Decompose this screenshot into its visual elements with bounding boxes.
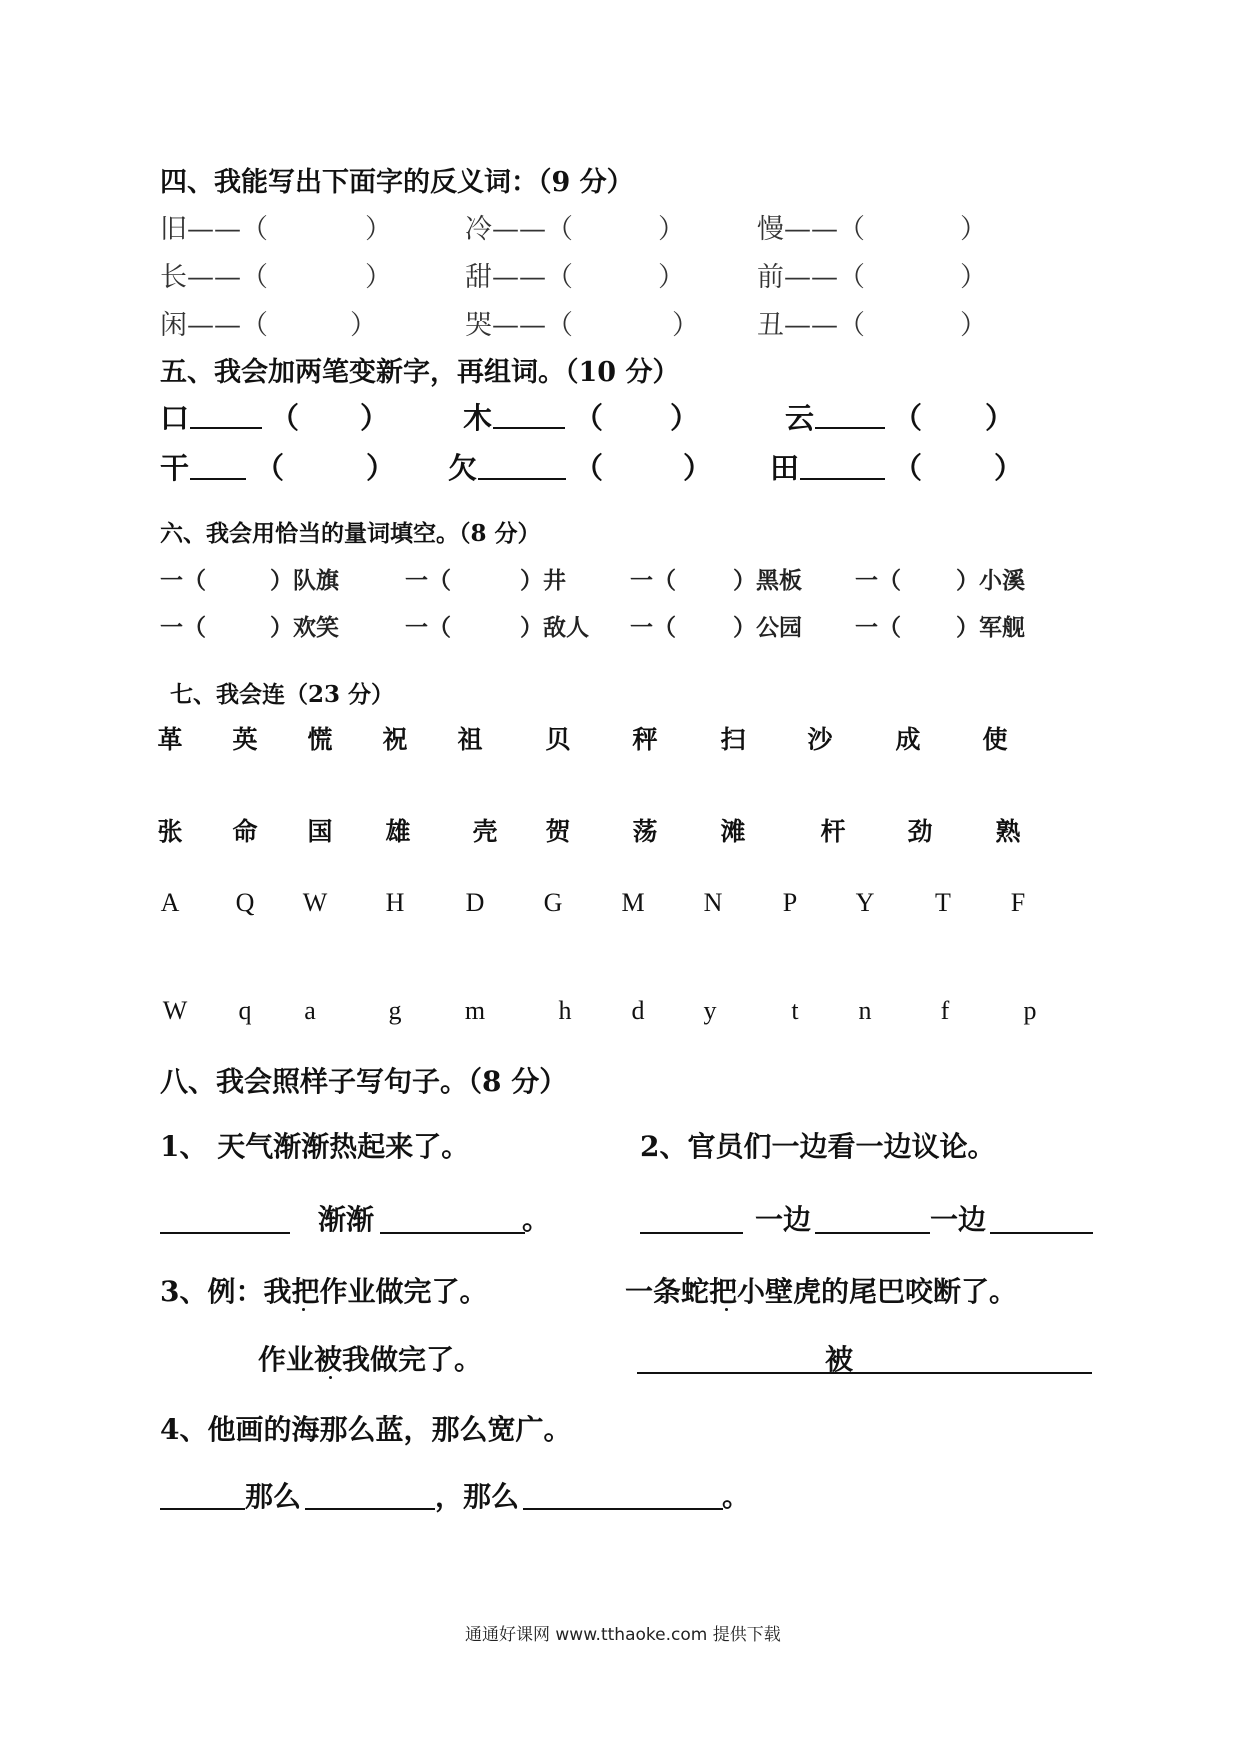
blank-line [190, 478, 246, 480]
match-char[interactable]: 革 [157, 725, 183, 754]
match-char[interactable]: 慌 [307, 725, 333, 754]
match-char[interactable]: 雄 [385, 817, 411, 846]
blank-line [990, 1232, 1093, 1234]
match-char[interactable]: 秤 [632, 725, 658, 754]
fill-word: 一边 [755, 1203, 812, 1236]
match-char[interactable]: 荡 [632, 817, 658, 846]
fill-end: 。 [722, 1480, 751, 1513]
match-char[interactable]: 劲 [907, 817, 933, 846]
antonym-close: ） [960, 310, 987, 341]
match-letter[interactable]: m [464, 996, 486, 1025]
antonym-close: ） [658, 214, 685, 245]
match-char[interactable]: 张 [157, 817, 183, 846]
match-char[interactable]: 沙 [807, 725, 833, 754]
measure-open: 一（ [630, 614, 676, 641]
measure-noun: ）井 [520, 567, 566, 594]
match-letter[interactable]: y [703, 996, 717, 1025]
match-letter[interactable]: W [302, 888, 328, 917]
paren-open: （ [893, 401, 923, 435]
emphasis-dot [725, 1308, 728, 1311]
base-char: 欠 [448, 451, 478, 485]
match-letter[interactable]: G [543, 888, 563, 917]
match-letter[interactable]: p [1023, 996, 1037, 1025]
question-4: 4、他画的海那么蓝，那么宽广。 [160, 1413, 572, 1446]
measure-noun: ）敌人 [520, 614, 589, 641]
emphasis-dot [329, 1376, 332, 1379]
antonym-close: ） [350, 310, 377, 341]
antonym-close: ） [658, 262, 685, 293]
blank-line [523, 1508, 723, 1510]
antonym-close: ） [365, 214, 392, 245]
antonym-close: ） [365, 262, 392, 293]
base-char: 田 [770, 451, 800, 485]
match-char[interactable]: 国 [307, 817, 333, 846]
measure-noun: ）欢笑 [270, 614, 339, 641]
antonym-item: 冷——（ [465, 214, 573, 245]
match-char[interactable]: 贝 [545, 725, 571, 754]
paren-open: （ [574, 451, 604, 485]
measure-noun: ）队旗 [270, 567, 339, 594]
measure-open: 一（ [405, 567, 451, 594]
fill-word: 渐渐 [318, 1203, 375, 1236]
section-8-heading: 八、我会照样子写句子。（8 分） [160, 1065, 568, 1098]
measure-open: 一（ [405, 614, 451, 641]
section-7-heading: 七、我会连（23 分） [170, 681, 395, 708]
question-3-right: 一条蛇把小壁虎的尾巴咬断了。 [625, 1275, 1018, 1308]
match-letter[interactable]: A [160, 888, 180, 917]
base-char: 口 [160, 401, 190, 435]
blank-line [380, 1232, 525, 1234]
match-char[interactable]: 滩 [720, 817, 746, 846]
measure-noun: ）黑板 [733, 567, 802, 594]
match-char[interactable]: 壳 [472, 817, 498, 846]
fill-word: 被 [825, 1343, 854, 1376]
blank-line [815, 1232, 930, 1234]
antonym-item: 丑——（ [757, 310, 865, 341]
footer-credit: 通通好课网 www.tthaoke.com 提供下载 [465, 1625, 781, 1645]
blank-line [640, 1232, 743, 1234]
match-letter[interactable]: N [703, 888, 723, 917]
paren-close: ） [670, 401, 700, 435]
match-letter[interactable]: a [304, 996, 316, 1025]
blank-line [190, 427, 262, 429]
match-char[interactable]: 英 [232, 725, 258, 754]
antonym-item: 闲——（ [160, 310, 268, 341]
paren-open: （ [270, 401, 300, 435]
fill-end: 。 [522, 1203, 551, 1236]
antonym-close: ） [960, 262, 987, 293]
question-2: 2、官员们一边看一边议论。 [640, 1130, 996, 1163]
measure-open: 一（ [630, 567, 676, 594]
match-letter[interactable]: T [935, 888, 951, 917]
section-6-heading: 六、我会用恰当的量词填空。（8 分） [160, 520, 541, 547]
match-letter[interactable]: d [631, 996, 645, 1025]
match-char[interactable]: 命 [232, 817, 258, 846]
example-sentence: 作业被我做完了。 [258, 1343, 483, 1376]
blank-line [305, 1508, 435, 1510]
base-char: 干 [160, 451, 190, 485]
match-char[interactable]: 使 [982, 725, 1008, 754]
paren-close: ） [985, 401, 1015, 435]
blank-line [478, 478, 566, 480]
section-4-heading: 四、我能写出下面字的反义词：（9 分） [160, 167, 634, 198]
base-char: 云 [785, 401, 815, 435]
match-char[interactable]: 贺 [545, 817, 571, 846]
antonym-close: ） [960, 214, 987, 245]
fill-word: 那么 [245, 1480, 302, 1513]
blank-line [160, 1232, 290, 1234]
match-char[interactable]: 祝 [382, 725, 408, 754]
paren-close: ） [994, 451, 1024, 485]
match-letter[interactable]: P [782, 888, 798, 917]
match-char[interactable]: 扫 [720, 725, 746, 754]
match-letter[interactable]: t [791, 996, 799, 1025]
antonym-close: ） [672, 310, 699, 341]
antonym-item: 旧——（ [160, 214, 268, 245]
paren-open: （ [574, 401, 604, 435]
match-letter[interactable]: h [558, 996, 572, 1025]
match-letter[interactable]: g [388, 996, 402, 1025]
emphasis-dot [302, 1308, 305, 1311]
match-letter[interactable]: q [238, 996, 252, 1025]
measure-open: 一（ [160, 614, 206, 641]
blank-line [800, 478, 885, 480]
blank-line [815, 427, 885, 429]
measure-noun: ）小溪 [956, 567, 1025, 594]
antonym-item: 慢——（ [757, 214, 865, 245]
measure-noun: ）公园 [733, 614, 802, 641]
measure-open: 一（ [160, 567, 206, 594]
paren-close: ） [366, 451, 396, 485]
fill-word: ，那么 [435, 1480, 520, 1513]
antonym-item: 前——（ [757, 262, 865, 293]
paren-close: ） [683, 451, 713, 485]
match-char[interactable]: 成 [895, 725, 921, 754]
match-char[interactable]: 杆 [820, 817, 846, 846]
match-char[interactable]: 熟 [995, 817, 1021, 846]
match-letter[interactable]: W [162, 996, 188, 1025]
antonym-item: 甜——（ [465, 262, 573, 293]
base-char: 木 [463, 401, 493, 435]
fill-word: 一边 [930, 1203, 987, 1236]
section-5-heading: 五、我会加两笔变新字，再组词。（10 分） [160, 357, 680, 388]
question-1: 1、 天气渐渐热起来了。 [160, 1130, 470, 1163]
question-3: 3、例：我把作业做完了。 [160, 1275, 488, 1308]
blank-line [637, 1372, 1092, 1374]
match-char[interactable]: 祖 [457, 725, 483, 754]
match-letter[interactable]: f [940, 996, 950, 1025]
measure-open: 一（ [855, 614, 901, 641]
measure-open: 一（ [855, 567, 901, 594]
match-letter[interactable]: F [1010, 888, 1026, 917]
paren-open: （ [255, 451, 285, 485]
blank-line [160, 1508, 245, 1510]
antonym-item: 哭——（ [465, 310, 573, 341]
antonym-item: 长——（ [160, 262, 268, 293]
match-letter[interactable]: Y [855, 888, 875, 917]
match-letter[interactable]: D [465, 888, 485, 917]
match-letter[interactable]: n [858, 996, 872, 1025]
match-letter[interactable]: M [621, 888, 645, 917]
blank-line [493, 427, 565, 429]
match-letter[interactable]: H [385, 888, 405, 917]
match-letter[interactable]: Q [235, 888, 255, 917]
paren-close: ） [360, 401, 390, 435]
paren-open: （ [893, 451, 923, 485]
measure-noun: ）军舰 [956, 614, 1025, 641]
